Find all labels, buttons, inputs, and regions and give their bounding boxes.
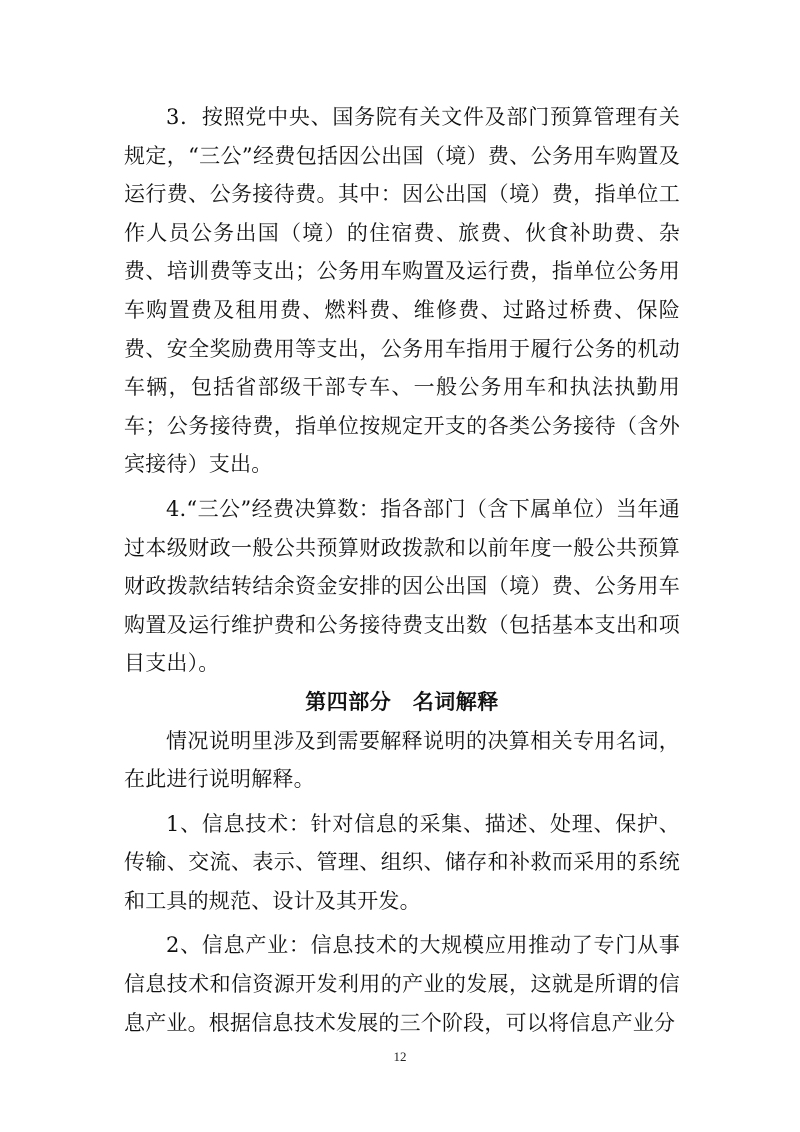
paragraph-sangong-definition: 3．按照党中央、国务院有关文件及部门预算管理有关规定，“三公”经费包括因公出国（境）费、公务用车购置及运行费、公务接待费。其中：因公出国（境）费，指单位工作人员公务出国（境）的住宿费、旅费、伙食补助费、杂费、培训费等支出；公务用车购置及运行费，指单位公务用车购置费及租用费、燃料费、维修费、过路过桥费、保险费、安全奖励费用等支出，公务用车指用于履行公务的机动车辆，包括省部级干部专车、一般公务用车和执法执勤用车；公务接待费，指单位按规定开支的各类公务接待（含外宾接待）支出。 bbox=[124, 105, 680, 477]
paragraph-sangong-final-accounts: 4.“三公”经费决算数：指各部门（含下属单位）当年通过本级财政一般公共预算财政拨款和以前年度一般公共预算财政拨款结转结余资金安排的因公出国（境）费、公务用车购置及运行维护费和公务接待费支出数（包括基本支出和项目支出）。 bbox=[124, 496, 680, 676]
paragraph-information-industry: 2、信息产业：信息技术的大规模应用推动了专门从事信息技术和信资源开发利用的产业的发展，这就是所谓的信息产业。根据信息技术发展的三个阶段，可以将信息产业分 bbox=[124, 933, 680, 1035]
page-number: 12 bbox=[393, 1049, 407, 1064]
paragraph-information-technology: 1、信息技术：针对信息的采集、描述、处理、保护、传输、交流、表示、管理、组织、储存和补救而采用的系统和工具的规范、设计及其开发。 bbox=[124, 811, 680, 913]
document-body bbox=[124, 98, 680, 1042]
paragraph-intro: 情况说明里涉及到需要解释说明的决算相关专用名词，在此进行说明解释。 bbox=[124, 728, 680, 792]
section-heading: 第四部分 名词解释 bbox=[305, 689, 499, 714]
